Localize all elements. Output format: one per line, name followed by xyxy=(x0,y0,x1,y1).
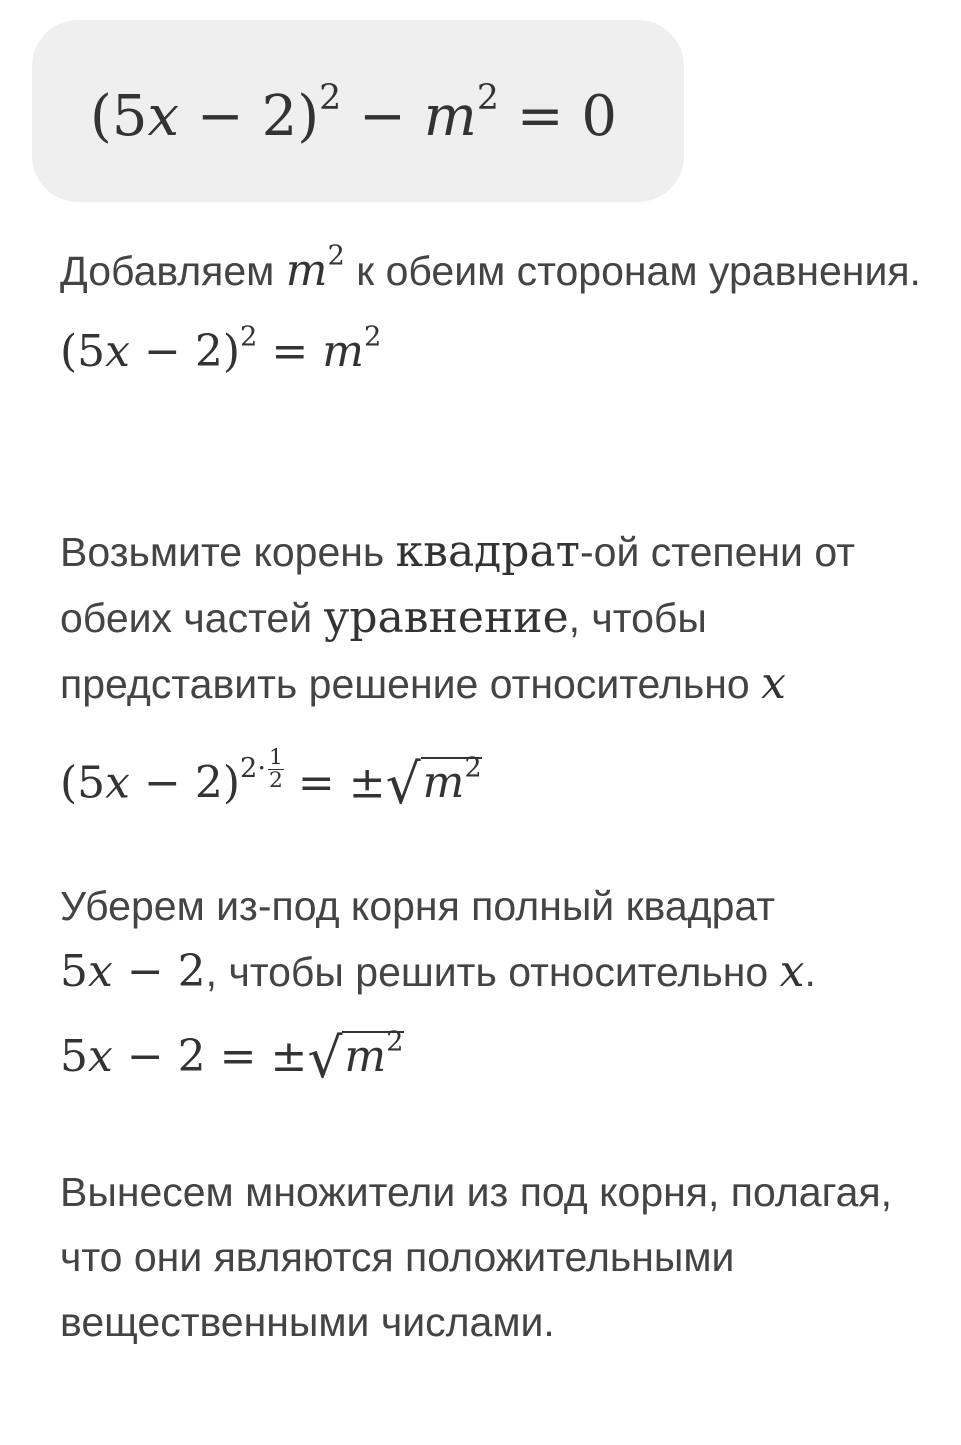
term-link-equation[interactable]: уравнение xyxy=(323,592,569,643)
sqrt-icon: √ xyxy=(307,1026,343,1090)
step-2-formula: $(5x - 2)^{2\cdot \frac{1}{2}}$ = $\pm√m^2$ xyxy=(60,745,482,817)
step-2-text: Возьмите корень квадрат-ой степени от обеих частей уравнение, чтобы представить решение относительно x xyxy=(60,526,856,709)
step-3-inline-math: 5x − 2 xyxy=(60,946,206,997)
step-1-text: Добавляем $m^2$ к обеим сторонам уравнения. xyxy=(60,240,921,296)
step-2 xyxy=(60,519,940,817)
step-3 xyxy=(60,874,940,1090)
sqrt-icon: √ xyxy=(385,752,421,817)
step-3-radicand: $m^2$ xyxy=(344,1026,404,1082)
step-3-formula: $5x - 2 = \pm√m^2$ xyxy=(60,1026,404,1090)
term-link-square[interactable]: квадрат xyxy=(395,526,581,577)
problem-equation-box xyxy=(32,20,684,202)
step-4 xyxy=(60,1160,940,1355)
step-3-text: Уберем из-под корня полный квадрат 5x − 2, чтобы решить относительно x. xyxy=(60,883,816,997)
step-1-inline-math: $m^2$ xyxy=(285,240,345,296)
step-1-formula: $(5x - 2)^2 = m^2$ xyxy=(60,321,382,377)
step-2-exponent: 2· 1 2 xyxy=(240,745,283,793)
problem-equation: $(5x - 2)^2 - m^2 = 0$ xyxy=(90,77,618,149)
step-4-text: Вынесем множители из под корня, полагая, что они являются положительными вещественными числами. xyxy=(60,1169,893,1345)
step-1 xyxy=(60,238,940,377)
fraction-one-half: $\frac{1}{2}$ xyxy=(269,745,283,793)
step-2-radicand: $m^2$ xyxy=(422,752,482,809)
